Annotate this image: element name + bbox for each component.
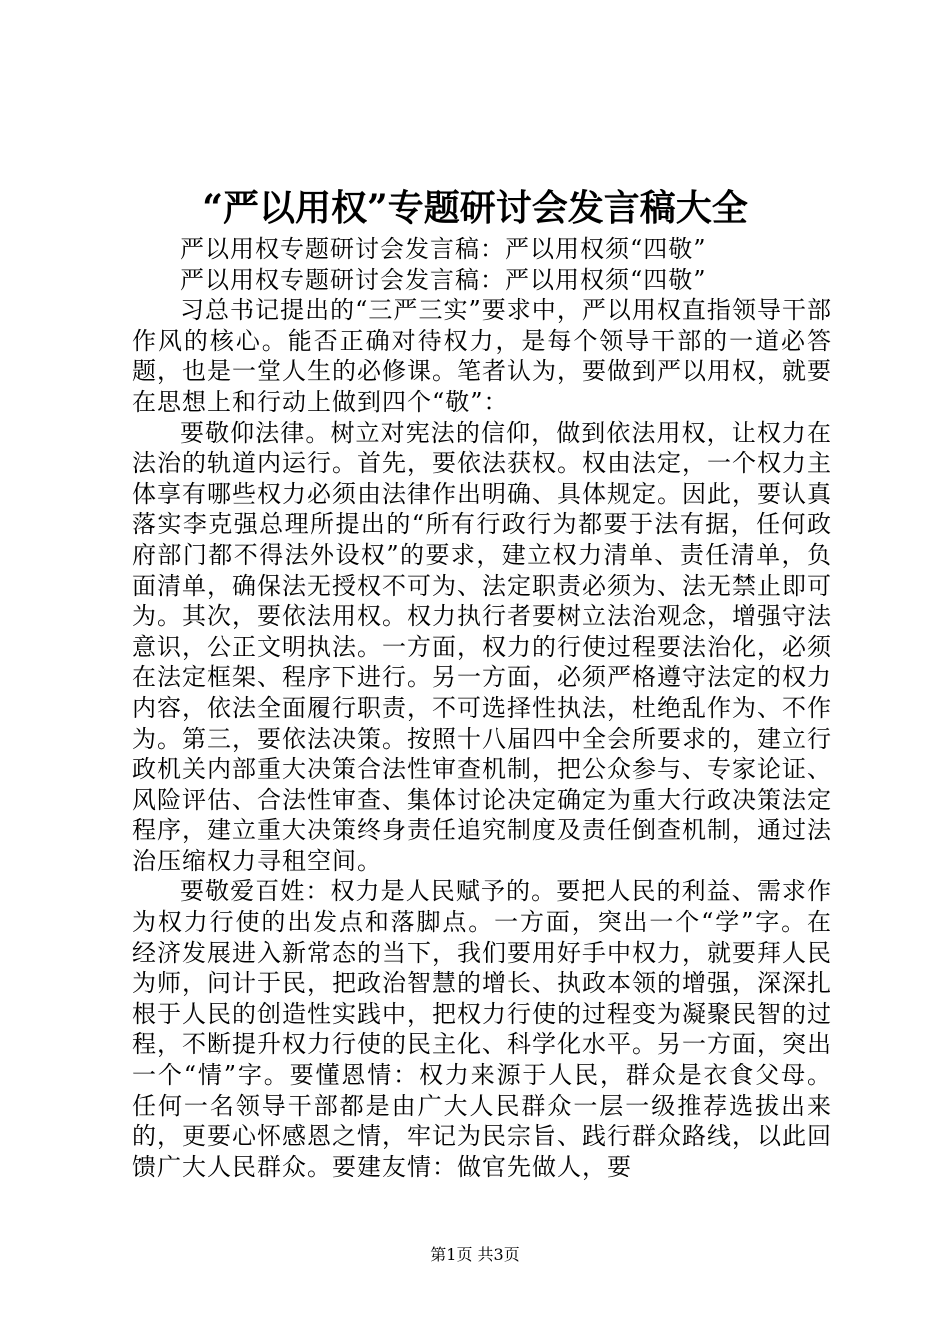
subtitle-line: 严以用权专题研讨会发言稿：严以用权须“四敬” <box>180 265 707 294</box>
subtitle-line: 严以用权专题研讨会发言稿：严以用权须“四敬” <box>180 235 707 263</box>
document-title: “严以用权”专题研讨会发言稿大全 <box>202 187 748 229</box>
body-paragraph: 要敬仰法律。树立对宪法的信仰，做到依法用权，让权力在法治的轨道内运行。首先，要依法获权。权由法定，一个权力主体享有哪些权力必须由法律作出明确、具体规定。因此，要认真落实李克强总理所提出的“所有行政行为都要于法有据，任何政府部门都不得法外设权”的要求，建立权力清单、责任清单，负面清单，确保法无授权不可为、法定职责必须为、法无禁止即可为。其次，要依法用权。权力执行者要树立法治观念，增强守法意识，公正文明执法。一方面，权力的行使过程要法治化，必须在法定框架、程序下进行。另一方面，必须严格遵守法定的权力内容，依法全面履行职责，不可选择性执法，杜绝乱作为、不作为。第三，要依法决策。按照十八届四中全会所要求的，建立行政机关内部重大决策合法性审查机制，把公众参与、专家论证、风险评估、合法性审查、集体讨论决定确定为重大行政决策法定程序，建立重大决策终身责任追究制度及责任倒查机制，通过法治压缩权力寻租空间。 <box>132 418 832 875</box>
body-paragraph: 要敬爱百姓：权力是人民赋予的。要把人民的利益、需求作为权力行使的出发点和落脚点。一方面，突出一个“学”字。在经济发展进入新常态的当下，我们要用好手中权力，就要拜人民为师，问计于民，把政治智慧的增长、执政本领的增强，深深扎根于人民的创造性实践中，把权力行使的过程变为凝聚民智的过程，不断提升权力行使的民主化、科学化水平。另一方面，突出一个“情”字。要懂恩情：权力来源于人民，群众是衣食父母。任何一名领导干部都是由广大人民群众一层一级推荐选拔出来的，更要心怀感恩之情，牢记为民宗旨、践行群众路线，以此回馈广大人民群众。要建友情：做官先做人，要 <box>132 877 832 1181</box>
body-paragraph: 习总书记提出的“三严三实”要求中，严以用权直指领导干部作风的核心。能否正确对待权力，是每个领导干部的一道必答题，也是一堂人生的必修课。笔者认为，要做到严以用权，就要在思想上和行动上做到四个“敬”： <box>132 296 832 416</box>
document-body <box>132 234 832 1182</box>
page-footer: 第1页 共3页 <box>430 1245 520 1264</box>
